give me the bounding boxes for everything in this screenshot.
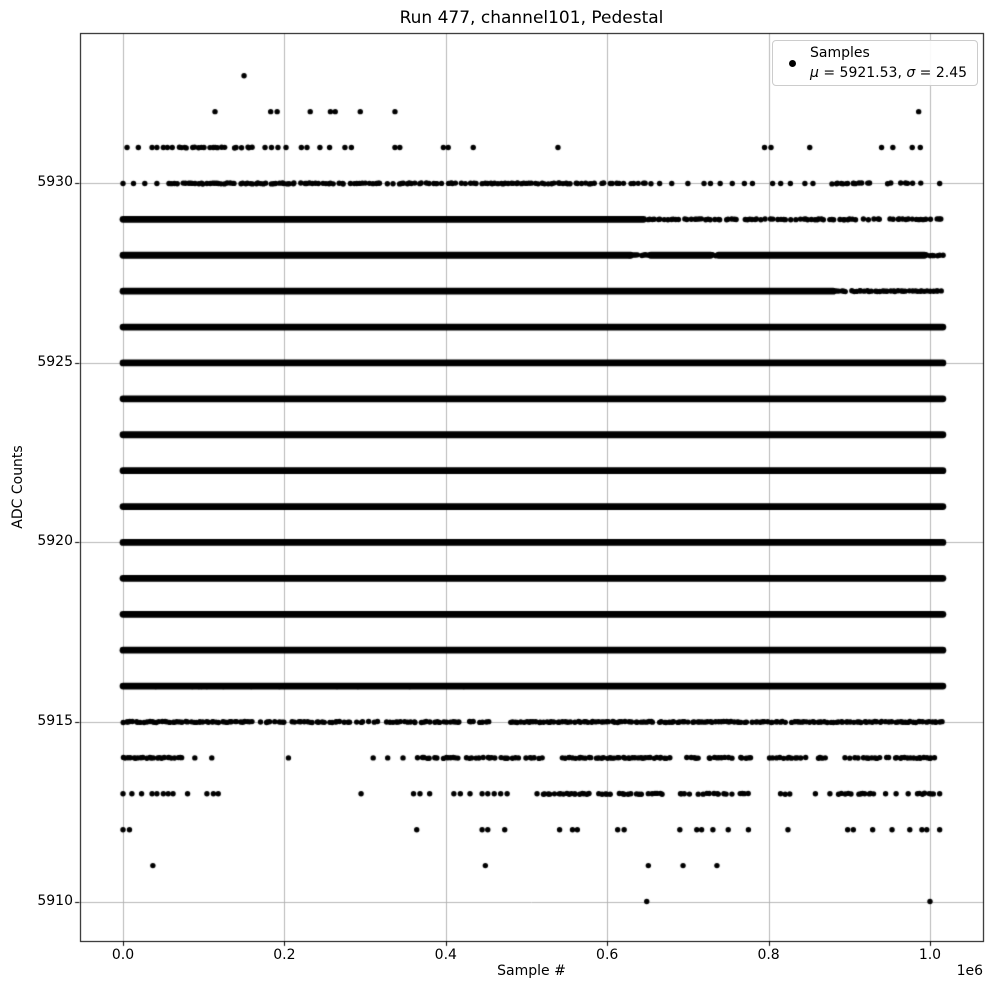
mu-value: = 5921.53, <box>818 65 907 81</box>
x-axis-offset-label: 1e6 <box>956 963 983 979</box>
legend-marker-dot <box>789 60 796 67</box>
legend-stats <box>810 63 967 83</box>
x-tick-label: 0.2 <box>273 947 296 963</box>
mu-symbol: μ <box>810 65 819 81</box>
y-tick-label: 5915 <box>37 712 73 729</box>
legend <box>772 40 978 86</box>
y-tick-label: 5910 <box>37 892 73 909</box>
y-tick-label: 5920 <box>37 533 73 550</box>
y-tick-label: 5930 <box>37 174 73 191</box>
chart-title: Run 477, channel101, Pedestal <box>399 8 664 28</box>
x-tick-label: 0.6 <box>596 947 619 963</box>
sigma-value: = 2.45 <box>915 65 968 81</box>
y-tick-label: 5925 <box>37 353 73 370</box>
x-tick-label: 0.4 <box>434 947 457 963</box>
legend-text <box>810 43 967 83</box>
x-tick-label: 1.0 <box>918 947 942 963</box>
x-tick-label: 0.8 <box>757 947 780 963</box>
y-axis-label: ADC Counts <box>10 445 26 529</box>
sigma-symbol: σ <box>906 65 916 81</box>
x-axis-label: Sample # <box>497 963 566 979</box>
x-tick-label: 0.0 <box>111 947 135 963</box>
legend-label: Samples <box>810 45 870 61</box>
